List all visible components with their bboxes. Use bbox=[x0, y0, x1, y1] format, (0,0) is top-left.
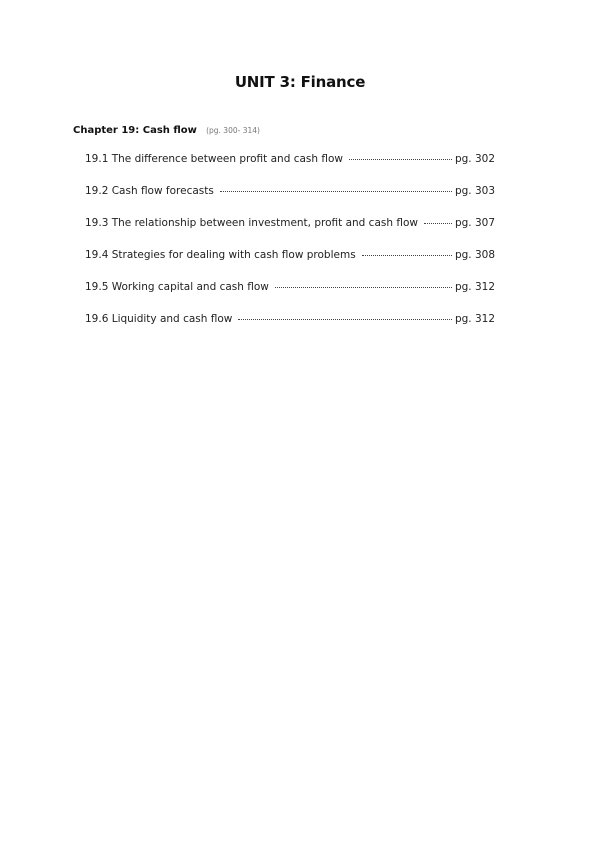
toc-entry-label: 19.4 Strategies for dealing with cash flow problems bbox=[85, 249, 356, 261]
toc-entry bbox=[85, 185, 495, 217]
toc-leader-dots bbox=[238, 319, 452, 320]
toc-entry-label: 19.5 Working capital and cash flow bbox=[85, 281, 269, 293]
toc-entry-page: pg. 307 bbox=[454, 217, 495, 229]
toc-leader-dots bbox=[424, 223, 452, 224]
toc-entry bbox=[85, 249, 495, 281]
toc-leader-dots bbox=[275, 287, 452, 288]
toc-entry bbox=[85, 217, 495, 249]
toc-entry-page: pg. 312 bbox=[454, 281, 495, 293]
toc-entry-label: 19.3 The relationship between investment, profit and cash flow bbox=[85, 217, 418, 229]
chapter-title: Chapter 19: Cash flow bbox=[73, 125, 197, 136]
toc-entry bbox=[85, 153, 495, 185]
chapter-page-range: (pg. 300- 314) bbox=[206, 126, 260, 135]
toc-leader-dots bbox=[220, 191, 452, 192]
chapter-heading bbox=[73, 125, 260, 136]
toc-leader-dots bbox=[362, 255, 452, 256]
toc-entry-page: pg. 312 bbox=[454, 313, 495, 325]
toc-leader-dots bbox=[349, 159, 452, 160]
toc-entry-page: pg. 303 bbox=[454, 185, 495, 197]
table-of-contents bbox=[85, 153, 495, 345]
unit-title: UNIT 3: Finance bbox=[234, 73, 366, 91]
toc-entry bbox=[85, 281, 495, 313]
toc-entry-label: 19.1 The difference between profit and cash flow bbox=[85, 153, 344, 165]
toc-entry bbox=[85, 313, 495, 345]
toc-entry-label: 19.2 Cash flow forecasts bbox=[85, 185, 214, 197]
toc-entry-page: pg. 308 bbox=[454, 249, 495, 261]
toc-entry-page: pg. 302 bbox=[454, 153, 495, 165]
toc-entry-label: 19.6 Liquidity and cash flow bbox=[85, 313, 233, 325]
